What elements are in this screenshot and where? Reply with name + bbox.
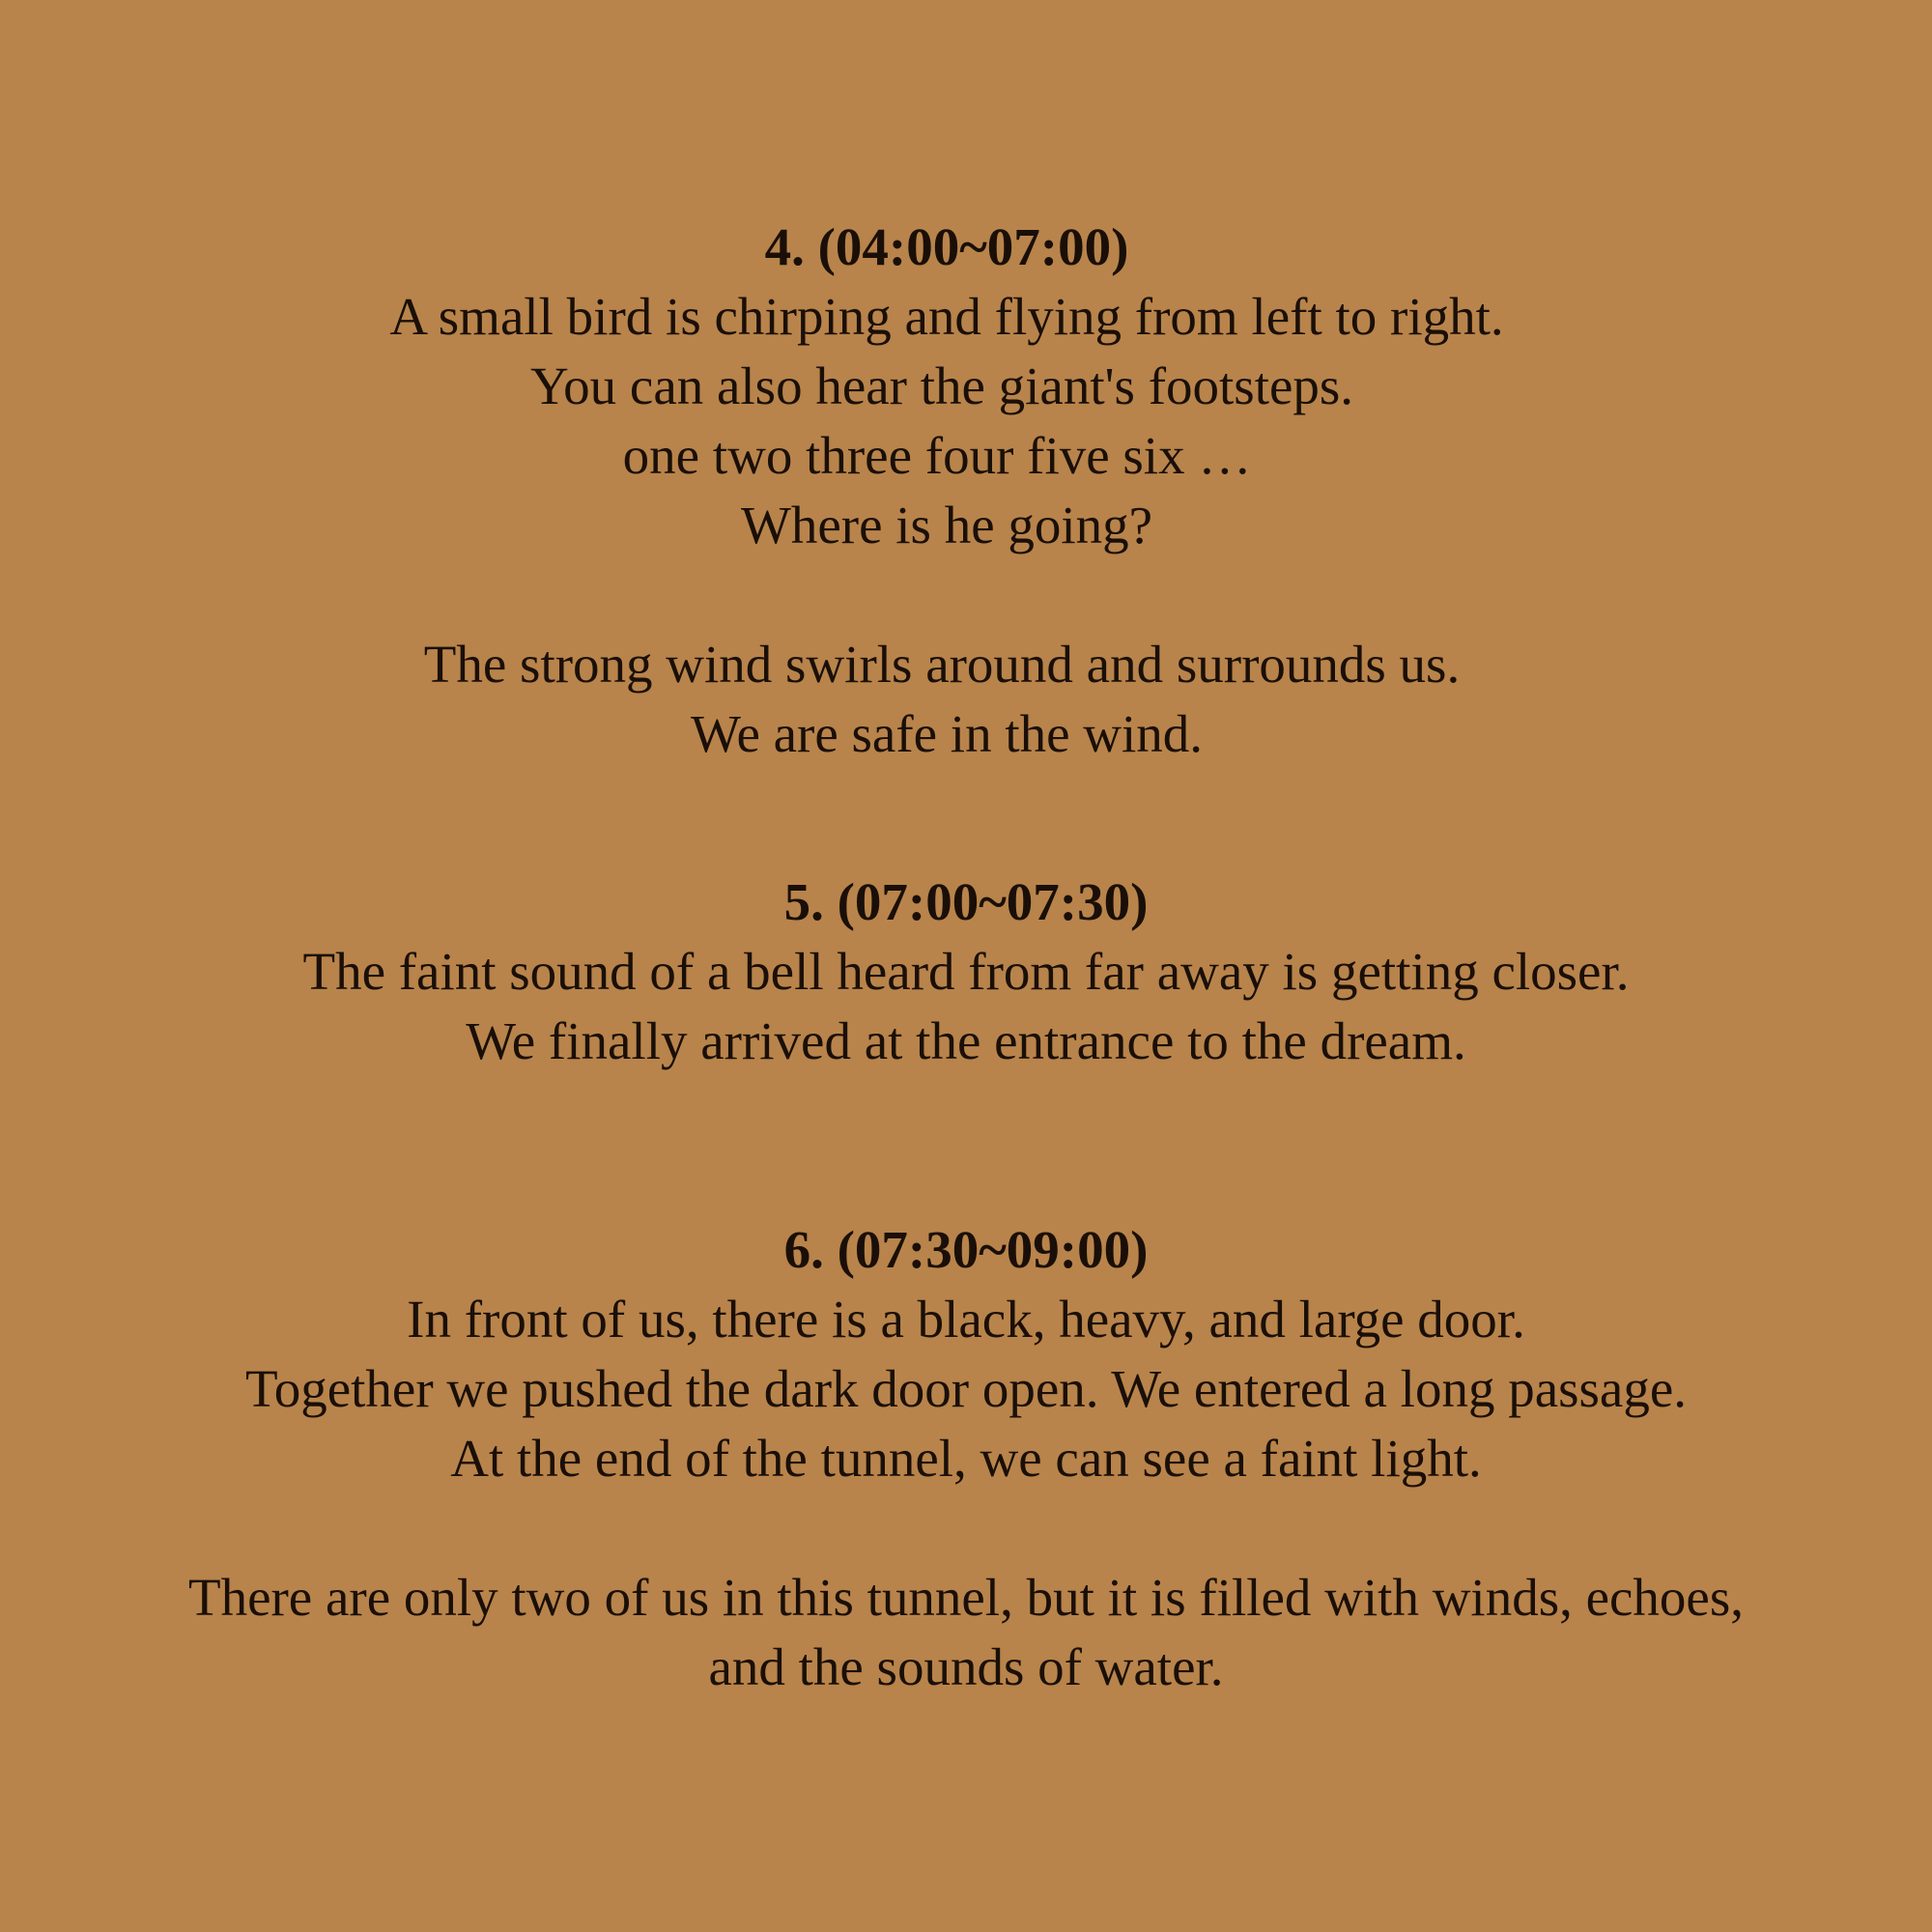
section-heading: 4. (04:00~07:00) bbox=[764, 217, 1129, 276]
text-line: At the end of the tunnel, we can see a faint light. bbox=[450, 1429, 1482, 1488]
text-line: one two three four five six … bbox=[622, 426, 1252, 485]
text-line: and the sounds of water. bbox=[708, 1637, 1224, 1696]
text-line: The strong wind swirls around and surrounds us. bbox=[423, 635, 1461, 694]
text-line: There are only two of us in this tunnel, but it is filled with winds, echoes, bbox=[187, 1568, 1744, 1627]
text-line: We are safe in the wind. bbox=[690, 704, 1204, 763]
text-line: We finally arrived at the entrance to the dream. bbox=[466, 1011, 1466, 1070]
text-line: Where is he going? bbox=[740, 496, 1153, 554]
text-line: In front of us, there is a black, heavy, and large door. bbox=[407, 1290, 1525, 1349]
section-heading: 5. (07:00~07:30) bbox=[783, 872, 1149, 931]
text-line: The faint sound of a bell heard from far away is getting closer. bbox=[302, 942, 1630, 1001]
text-line: You can also hear the giant's footsteps. bbox=[529, 356, 1354, 415]
text-line: Together we pushed the dark door open. We entered a long passage. bbox=[244, 1359, 1687, 1418]
section-heading: 6. (07:30~09:00) bbox=[783, 1220, 1149, 1279]
text-line: A small bird is chirping and flying from left to right. bbox=[389, 287, 1504, 346]
